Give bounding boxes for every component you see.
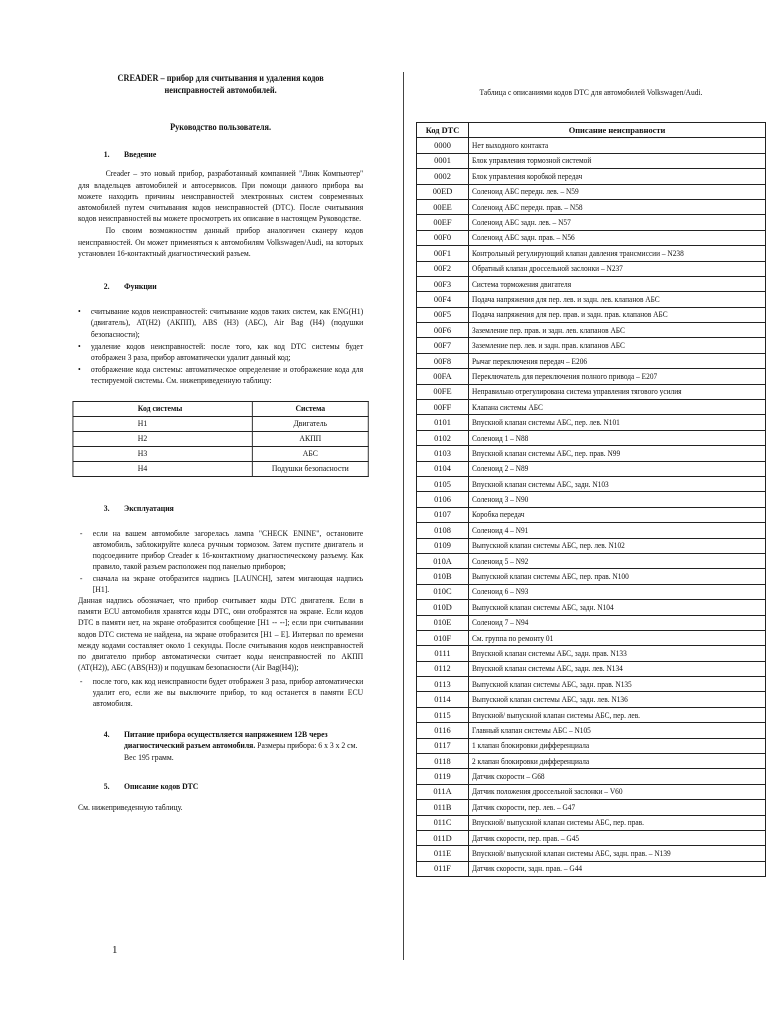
dtc-code-cell: 0115 [417, 707, 469, 722]
dtc-code-cell: 00ED [417, 184, 469, 199]
dtc-description-cell [469, 184, 766, 199]
dtc-description-text: Подача напряжения для пер. прав. и задн. прав. клапанов АБС [472, 310, 668, 320]
dtc-note: См. нижеприведенную таблицу. [78, 802, 183, 812]
dtc-description-cell [469, 630, 766, 645]
dtc-description-cell [469, 861, 766, 876]
table-row [417, 661, 766, 676]
dtc-description-cell [469, 646, 766, 661]
section-number: 1. [103, 150, 110, 160]
dtc-description-cell [469, 246, 766, 261]
dtc-description-cell [469, 507, 766, 522]
page-number: 1 [112, 944, 118, 956]
dtc-description-text: Заземление пер. прав. и задн. лев. клапанов АБС [472, 325, 625, 335]
dtc-code-cell: 00F1 [417, 246, 469, 261]
dtc-description-cell [469, 600, 766, 615]
list-item: - после того, как код неисправности будет отображен 3 раза, прибор автоматически удалит его, если же вы выключите прибор, то код останется в памяти ECU автомобиля. [78, 676, 363, 710]
section-heading-2 [78, 281, 363, 292]
dtc-description-cell [469, 769, 766, 784]
dtc-description-cell [469, 677, 766, 692]
dtc-code-cell: 00F3 [417, 276, 469, 291]
dtc-description-text: Выпускной клапан системы АБС, задн. N104 [472, 602, 614, 612]
dtc-description-text: Переключатель для переключения полного привода – E207 [472, 371, 658, 381]
dtc-description-cell [469, 800, 766, 815]
dtc-code-cell: 011E [417, 846, 469, 861]
document-subtitle: Руководство пользователя. [170, 122, 272, 132]
dtc-code-cell: 0109 [417, 538, 469, 553]
table-row [417, 461, 766, 476]
dtc-description-text: Соленоид 5 – N92 [472, 556, 529, 566]
dtc-description-text: Впускной/ выпускной клапан системы АБС, пер. прав. [472, 818, 644, 828]
dtc-description-cell [469, 723, 766, 738]
dtc-code-cell: 010E [417, 615, 469, 630]
table-row [417, 646, 766, 661]
dtc-code-cell: 00F8 [417, 353, 469, 368]
table-row [73, 431, 368, 446]
dtc-description-cell [469, 261, 766, 276]
table-row [417, 815, 766, 830]
table-row [417, 507, 766, 522]
dtc-code-cell: 00F0 [417, 230, 469, 245]
table-row [417, 538, 766, 553]
dtc-description-cell [469, 338, 766, 353]
dtc-code-cell: 0111 [417, 646, 469, 661]
dtc-description-text: Датчик скорости, задн. прав. – G44 [472, 864, 583, 874]
intro-paragraph-2: По своим возможностям данный прибор аналогичен сканеру кодов неисправностей. Он может применяться к автомобилям Volkswagen/Audi, на которых установлен 16-контактный диагностический разъем. [78, 226, 364, 258]
table-cell: H4 [73, 461, 252, 476]
dtc-description-text: Рычаг переключения передач – E206 [472, 356, 588, 366]
dtc-description-text: Впускной клапан системы АБС, пер. прав. N99 [472, 448, 621, 458]
table-row [417, 754, 766, 769]
dtc-description-text: Впускной клапан системы АБС, задн. прав. N133 [472, 648, 627, 658]
dtc-description-cell [469, 199, 766, 214]
dtc-description-text: Соленоид 1 – N88 [472, 433, 529, 443]
dtc-code-cell: 0101 [417, 415, 469, 430]
table-row [417, 261, 766, 276]
usage-list-2 [78, 676, 363, 710]
list-item: - если на вашем автомобиле загорелась лампа "CHECK ENINE", остановите автомобиль, заблокируйте колеса ручным тормозом. Затем пустите двигатель и подсоедините прибор Creader к 16-контактному диагностическому разъему. Как правило, такой разъем расположен под панелью приборов; [78, 528, 363, 573]
dtc-code-cell: 0000 [417, 138, 469, 153]
table-row [417, 615, 766, 630]
table-row [417, 707, 766, 722]
table-row [417, 276, 766, 291]
dtc-description-text: Впускной клапан системы АБС, задн. лев. N134 [472, 664, 623, 674]
table-row [417, 384, 766, 399]
section-title: Функции [124, 282, 157, 292]
list-item: • удаление кодов неисправностей: после того, как код DTC системы будет отображен 3 раза, прибор автоматически удалит данный код; [78, 341, 363, 363]
dtc-code-cell: 011F [417, 861, 469, 876]
dtc-description-cell [469, 830, 766, 845]
dtc-code-cell: 0118 [417, 754, 469, 769]
dtc-code-cell: 00F5 [417, 307, 469, 322]
column-divider [403, 72, 404, 960]
dtc-code-cell: 00F4 [417, 292, 469, 307]
dtc-description-cell [469, 738, 766, 753]
dtc-description-cell [469, 476, 766, 491]
dtc-description-text: 2 клапан блокировки дифференциала [472, 756, 590, 766]
dtc-code-cell: 00F6 [417, 323, 469, 338]
column-header: Описание неисправности [469, 123, 766, 138]
list-item: • считывание кодов неисправностей: считывание кодов таких систем, как ENG(H1) (двигатель), AT(H2) (АКПП), ABS (H3) (АБС), Air Bag (H4) (подушки безопасности); [78, 306, 363, 340]
table-cell: Двигатель [252, 416, 368, 431]
table-header-row [73, 401, 368, 416]
table-row [417, 446, 766, 461]
dtc-code-cell: 0119 [417, 769, 469, 784]
usage-paragraph: Данная надпись обозначает, что прибор считывает коды DTC двигателя. Если в памяти ECU автомобиля хранятся коды DTC, они отобразятся на экране. Если кодов DTC в памяти нет, на экране отобразится сообщение [H1 -- --]; если при считывании кодов DTC система не найдена, на экране отобразится [H1 – E]. Интервал по времени между кодами составляет около 1 секунды. После считывания кодов неисправностей по двигателю прибор автоматически считает коды неисправностей по АКПП (AT(H2)), АБС (ABS(H3)) и подушкам безопасности (Air Bag(H4)); [78, 596, 364, 673]
table-row [417, 723, 766, 738]
dtc-description-cell [469, 169, 766, 184]
table-row [417, 861, 766, 876]
dtc-code-cell: 010A [417, 553, 469, 568]
dtc-code-cell: 00FF [417, 400, 469, 415]
dtc-code-cell: 0113 [417, 677, 469, 692]
dtc-code-cell: 00F2 [417, 261, 469, 276]
dtc-description-text: Выпускной клапан системы АБС, пер. прав. N100 [472, 572, 629, 582]
section-heading-3 [78, 503, 363, 514]
table-row [417, 476, 766, 491]
dtc-description-cell [469, 692, 766, 707]
dtc-description-text: Соленоид 3 – N90 [472, 495, 529, 505]
dtc-description-cell [469, 215, 766, 230]
dtc-table-body [417, 138, 766, 877]
table-row [73, 461, 368, 476]
dtc-description-cell [469, 661, 766, 676]
table-row [417, 338, 766, 353]
dtc-description-cell [469, 384, 766, 399]
dtc-description-text: Подача напряжения для пер. лев. и задн. лев. клапанов АБС [472, 294, 660, 304]
dtc-code-cell: 00EE [417, 199, 469, 214]
table-row [417, 138, 766, 153]
table-row [417, 846, 766, 861]
table-row [417, 230, 766, 245]
section-heading-1 [78, 149, 363, 160]
functions-list [78, 306, 363, 386]
dtc-description-text: Соленоид 2 – N89 [472, 464, 529, 474]
dtc-description-text: Впускной/ выпускной клапан системы АБС, пер. лев. [472, 710, 641, 720]
dtc-description-text: Клапана системы АБС [472, 402, 543, 412]
table-row [417, 369, 766, 384]
dtc-description-cell [469, 492, 766, 507]
list-item: • отображение кода системы: автоматическое определение и отображение кода для тестируемой системы. См. нижеприведенную таблицу: [78, 364, 363, 386]
section-number: 3. [103, 503, 110, 513]
dtc-description-cell [469, 369, 766, 384]
table-row [417, 492, 766, 507]
dtc-description-text: Выпускной клапан системы АБС, пер. лев. N102 [472, 541, 625, 551]
table-row [417, 630, 766, 645]
dtc-description-cell [469, 815, 766, 830]
dtc-code-cell: 010F [417, 630, 469, 645]
table-row [417, 553, 766, 568]
dtc-code-cell: 0001 [417, 153, 469, 168]
dtc-code-cell: 0117 [417, 738, 469, 753]
dtc-description-text: Контрольный регулирующий клапан давления трансмиссии – N238 [472, 248, 684, 258]
document-title: CREADER – прибор для считывания и удаления кодов неисправностей автомобилей. [117, 73, 324, 95]
table-row [417, 292, 766, 307]
dtc-code-cell: 0107 [417, 507, 469, 522]
dtc-description-text: Датчик скорости, пер. прав. – G45 [472, 833, 580, 843]
dtc-description-text: Датчик положения дроссельной заслонки – V60 [472, 787, 623, 797]
dtc-code-cell: 0116 [417, 723, 469, 738]
section-number: 2. [103, 282, 110, 292]
dimensions-text: Размеры прибора: 6 х 3 х 2 см. Вес 195 грамм. [124, 741, 358, 762]
dtc-code-cell: 0112 [417, 661, 469, 676]
dtc-code-cell: 00FE [417, 384, 469, 399]
dtc-description-text: Система торможения двигателя [472, 279, 572, 289]
table-cell: H3 [73, 446, 252, 461]
dtc-description-cell [469, 138, 766, 153]
dtc-description-text: Коробка передач [472, 510, 525, 520]
dtc-description-text: Впускной/ выпускной клапан системы АБС, задн. прав. – N139 [472, 849, 671, 859]
intro-paragraph-1: Creader – это новый прибор, разработанный компанией "Линк Компьютер" для владельцев автомобилей и автосервисов. При помощи данного прибора вы можете находить причины неисправностей электронных систем современных автомобилей путем считывания кодов неисправностей (DTC). После считывания кодов неисправностей вы можете просмотреть их описание в настоящем Руководстве. [78, 169, 364, 224]
dtc-description-text: Впускной клапан системы АБС, пер. лев. N101 [472, 418, 620, 428]
dtc-code-cell: 011A [417, 784, 469, 799]
dtc-description-cell [469, 307, 766, 322]
dtc-code-cell: 0103 [417, 446, 469, 461]
section-heading-5 [78, 781, 363, 792]
dtc-description-cell [469, 538, 766, 553]
table-cell: H1 [73, 416, 252, 431]
dtc-description-cell [469, 430, 766, 445]
table-caption: Таблица с описаниями кодов DTC для автомобилей Volkswagen/Audi. [479, 88, 703, 97]
dtc-description-text: См. группа по ремонту 01 [472, 633, 554, 643]
dtc-description-cell [469, 754, 766, 769]
table-row [417, 523, 766, 538]
section-title: Питание прибора осуществляется напряжением 12В через диагностический разъем автомобиля. [124, 730, 328, 751]
column-header: Код системы [73, 401, 252, 416]
table-row [417, 307, 766, 322]
dtc-description-text: Соленоид 4 – N91 [472, 525, 529, 535]
table-row [417, 246, 766, 261]
table-row [417, 199, 766, 214]
dtc-code-cell: 0104 [417, 461, 469, 476]
table-row [73, 416, 368, 431]
table-row [417, 400, 766, 415]
table-row [73, 446, 368, 461]
dtc-description-text: Блок управления коробкой передач [472, 171, 583, 181]
dtc-code-cell: 00EF [417, 215, 469, 230]
dtc-code-cell: 0106 [417, 492, 469, 507]
dtc-table [416, 122, 766, 877]
dtc-description-text: Блок управления тормозной системой [472, 156, 592, 166]
dtc-code-cell: 00F7 [417, 338, 469, 353]
table-row [417, 415, 766, 430]
dtc-description-cell [469, 323, 766, 338]
table-row [417, 830, 766, 845]
dtc-description-cell [469, 415, 766, 430]
table-row [417, 692, 766, 707]
table-row [417, 215, 766, 230]
dtc-description-cell [469, 846, 766, 861]
table-row [417, 800, 766, 815]
table-row [417, 677, 766, 692]
dtc-description-text: Впускной клапан системы АБС, задн. N103 [472, 479, 609, 489]
dtc-code-cell: 011C [417, 815, 469, 830]
table-row [417, 584, 766, 599]
dtc-description-cell [469, 784, 766, 799]
dtc-description-text: Соленоид АБС передн. прав. – N58 [472, 202, 583, 212]
section-number: 4. [103, 730, 110, 740]
section-title: Эксплуатация [124, 503, 174, 513]
table-cell: Подушки безопасности [252, 461, 368, 476]
dtc-description-cell [469, 446, 766, 461]
dtc-description-text: Соленоид АБС задн. прав. – N56 [472, 233, 575, 243]
dtc-description-text: Обратный клапан дроссельной заслонки – N237 [472, 264, 623, 274]
dtc-code-cell: 011B [417, 800, 469, 815]
dtc-code-cell: 0108 [417, 523, 469, 538]
table-row [417, 784, 766, 799]
table-row [417, 153, 766, 168]
section-title: Введение [124, 150, 157, 160]
dtc-description-cell [469, 230, 766, 245]
table-row [417, 738, 766, 753]
dtc-code-cell: 0102 [417, 430, 469, 445]
dtc-description-text: Соленоид 6 – N93 [472, 587, 529, 597]
table-cell: АКПП [252, 431, 368, 446]
dtc-description-text: Заземление пер. лев. и задн. прав. клапанов АБС [472, 341, 625, 351]
dtc-description-cell [469, 569, 766, 584]
dtc-description-text: Выпускной клапан системы АБС, задн. прав. N135 [472, 679, 632, 689]
table-row [417, 769, 766, 784]
usage-list [78, 528, 363, 595]
dtc-description-cell [469, 276, 766, 291]
dtc-description-text: Соленоид АБС передн. лев. – N59 [472, 187, 579, 197]
table-cell: H2 [73, 431, 252, 446]
table-header-row [417, 123, 766, 138]
dtc-description-cell [469, 292, 766, 307]
system-codes-table [72, 401, 368, 477]
dtc-description-cell [469, 353, 766, 368]
column-header: Система [252, 401, 368, 416]
list-item: - сначала на экране отобразится надпись [LAUNCH], затем мигающая надпись [H1]. [78, 573, 363, 595]
dtc-description-cell [469, 615, 766, 630]
column-header: Код DTC [417, 123, 469, 138]
table-row [417, 353, 766, 368]
right-column [416, 88, 766, 877]
dtc-description-text: Соленоид АБС задн. лев. – N57 [472, 218, 571, 228]
dtc-description-text: Датчик скорости, пер. лев. – G47 [472, 802, 576, 812]
section-heading-4 [78, 729, 363, 763]
dtc-description-text: Выпускной клапан системы АБС, задн. лев. N136 [472, 695, 628, 705]
dtc-description-cell [469, 461, 766, 476]
section-title: Описание кодов DTC [124, 781, 199, 791]
dtc-description-cell [469, 584, 766, 599]
dtc-code-cell: 010D [417, 600, 469, 615]
section-number: 5. [103, 781, 110, 791]
table-row [417, 184, 766, 199]
dtc-code-cell: 010B [417, 569, 469, 584]
table-cell: АБС [252, 446, 368, 461]
dtc-description-cell [469, 400, 766, 415]
dtc-description-cell [469, 707, 766, 722]
dtc-code-cell: 0002 [417, 169, 469, 184]
dtc-description-text: Неправильно отрегулирована система управления тягового усилия [472, 387, 682, 397]
dtc-code-cell: 0105 [417, 476, 469, 491]
dtc-description-text: Главный клапан системы АБС – N105 [472, 725, 591, 735]
table-row [417, 430, 766, 445]
dtc-description-text: Соленоид 7 – N94 [472, 618, 529, 628]
dtc-description-cell [469, 553, 766, 568]
table-row [417, 169, 766, 184]
dtc-description-text: 1 клапан блокировки дифференциала [472, 741, 590, 751]
dtc-code-cell: 010C [417, 584, 469, 599]
dtc-code-cell: 00FA [417, 369, 469, 384]
dtc-code-cell: 0114 [417, 692, 469, 707]
dtc-description-text: Нет выходного контакта [472, 141, 549, 151]
table-row [417, 323, 766, 338]
power-text [124, 729, 363, 763]
dtc-code-cell: 011D [417, 830, 469, 845]
dtc-description-text: Датчик скорости – G68 [472, 772, 545, 782]
table-row [417, 569, 766, 584]
dtc-description-cell [469, 153, 766, 168]
dtc-description-cell [469, 523, 766, 538]
left-column [78, 72, 363, 814]
table-row [417, 600, 766, 615]
